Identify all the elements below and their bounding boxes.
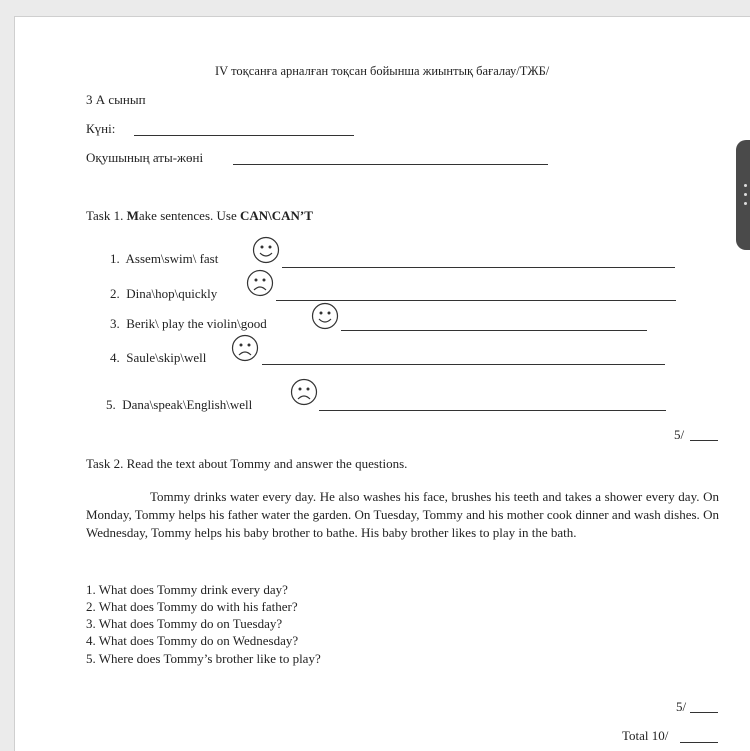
task1-item: 5. Dana\speak\English\well	[106, 397, 253, 412]
question-item: 4. What does Tommy do on Wednesday?	[86, 633, 299, 648]
sad-face-icon	[246, 269, 274, 297]
task1-item: 3. Berik\ play the violin\good	[110, 316, 267, 331]
answer-line[interactable]	[282, 267, 675, 268]
date-label: Күні:	[86, 121, 116, 136]
question-item: 2. What does Tommy do with his father?	[86, 599, 298, 614]
task1-item: 2. Dina\hop\quickly	[110, 286, 218, 301]
task1-item: 1. Assem\swim\ fast	[110, 251, 219, 266]
name-field[interactable]	[233, 164, 548, 165]
happy-face-icon	[252, 236, 280, 264]
task1-score: 5/	[674, 427, 685, 442]
reading-text: Tommy drinks water every day. He also washes his face, brushes his teeth and takes a shower every day. On Monday, Tommy helps his father water the garden. On Tuesday, Tommy and his mother cook dinner and wash dishes. On Wednesday, Tommy helps his baby brother to bathe. His baby brother likes to play in the bath.	[86, 489, 719, 540]
sad-face-icon	[231, 334, 259, 362]
sad-face-icon	[290, 378, 318, 406]
total-score-field[interactable]	[680, 742, 718, 743]
task2-heading: Task 2. Read the text about Tommy and answer the questions.	[86, 456, 408, 471]
answer-line[interactable]	[341, 330, 647, 331]
name-label: Оқушының аты-жөні	[86, 150, 204, 165]
answer-line[interactable]	[276, 300, 676, 301]
task2-score-field[interactable]	[690, 712, 718, 713]
question-item: 1. What does Tommy drink every day?	[86, 582, 288, 597]
task2-score: 5/	[676, 699, 687, 714]
task1-score-field[interactable]	[690, 440, 718, 441]
answer-line[interactable]	[262, 364, 665, 365]
class-label: 3 А сынып	[86, 92, 146, 107]
answer-line[interactable]	[319, 410, 666, 411]
date-field[interactable]	[134, 135, 354, 136]
task1-item: 4. Saule\skip\well	[110, 350, 207, 365]
question-item: 3. What does Tommy do on Tuesday?	[86, 616, 283, 631]
page-title: IV тоқсанға арналған тоқсан бойынша жиынтық бағалау/ТЖБ/	[215, 64, 550, 78]
happy-face-icon	[311, 302, 339, 330]
question-item: 5. Where does Tommy’s brother like to play?	[86, 651, 321, 666]
task1-heading: Task 1. Make sentences. Use CAN\CAN’T	[86, 208, 313, 223]
side-scroll-tab[interactable]	[736, 140, 750, 250]
total-score: Total 10/	[622, 728, 669, 743]
